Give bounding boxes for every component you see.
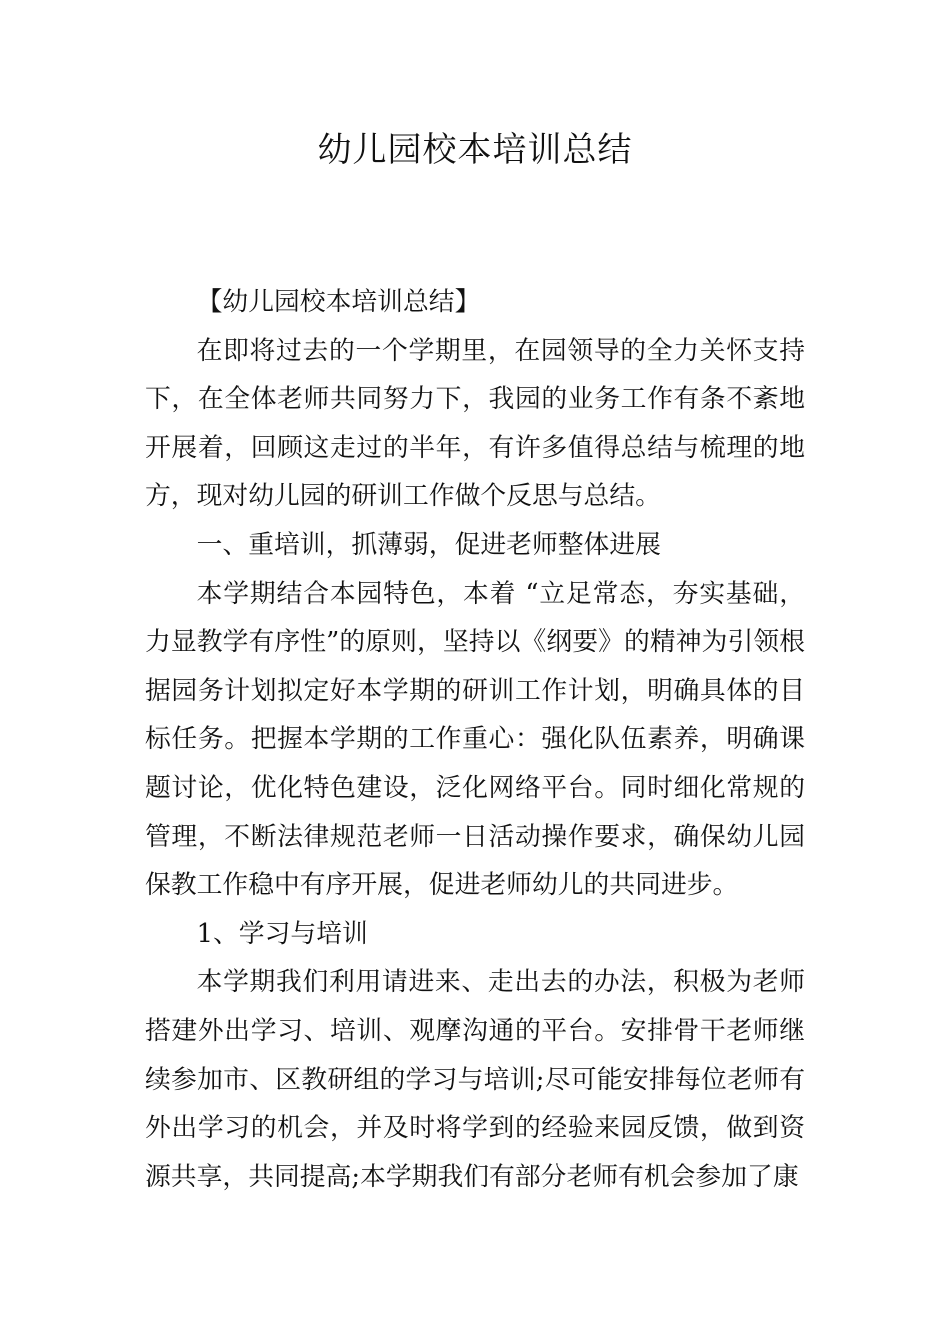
document-body [145,278,805,1201]
paragraph-section-1: 本学期结合本园特色，本着 “立足常态，夯实基础，力显教学有序性”的原则，坚持以《纲要》的精神为引领根据园务计划拟定好本学期的研训工作计划，明确具体的目标任务。把握本学期的工作重心：强化队伍素养，明确课题讨论，优化特色建设，泛化网络平台。同时细化常规的管理，不断法律规范老师一日活动操作要求，确保幼儿园保教工作稳中有序开展，促进老师幼儿的共同进步。 [145,578,805,901]
paragraph-subsection-1: 本学期我们利用请进来、走出去的办法，积极为老师搭建外出学习、培训、观摩沟通的平台。安排骨干老师继续参加市、区教研组的学习与培训;尽可能安排每位老师有外出学习的机会，并及时将学到的经验来园反馈，做到资源共享，共同提高;本学期我们有部分老师有机会参加了康 [145,967,805,1192]
document-title: 幼儿园校本培训总结 [317,130,633,170]
paragraph-intro: 在即将过去的一个学期里，在园领导的全力关怀支持下，在全体老师共同努力下，我园的业务工作有条不紊地开展着，回顾这走过的半年，有许多值得总结与梳理的地方，现对幼儿园的研训工作做个反思与总结。 [145,335,805,512]
paragraph-heading: 【幼儿园校本培训总结】 [196,287,481,317]
section-heading-1: 一、重培训，抓薄弱，促进老师整体进展 [196,529,661,560]
subsection-heading-1: 1、学习与培训 [196,918,368,949]
